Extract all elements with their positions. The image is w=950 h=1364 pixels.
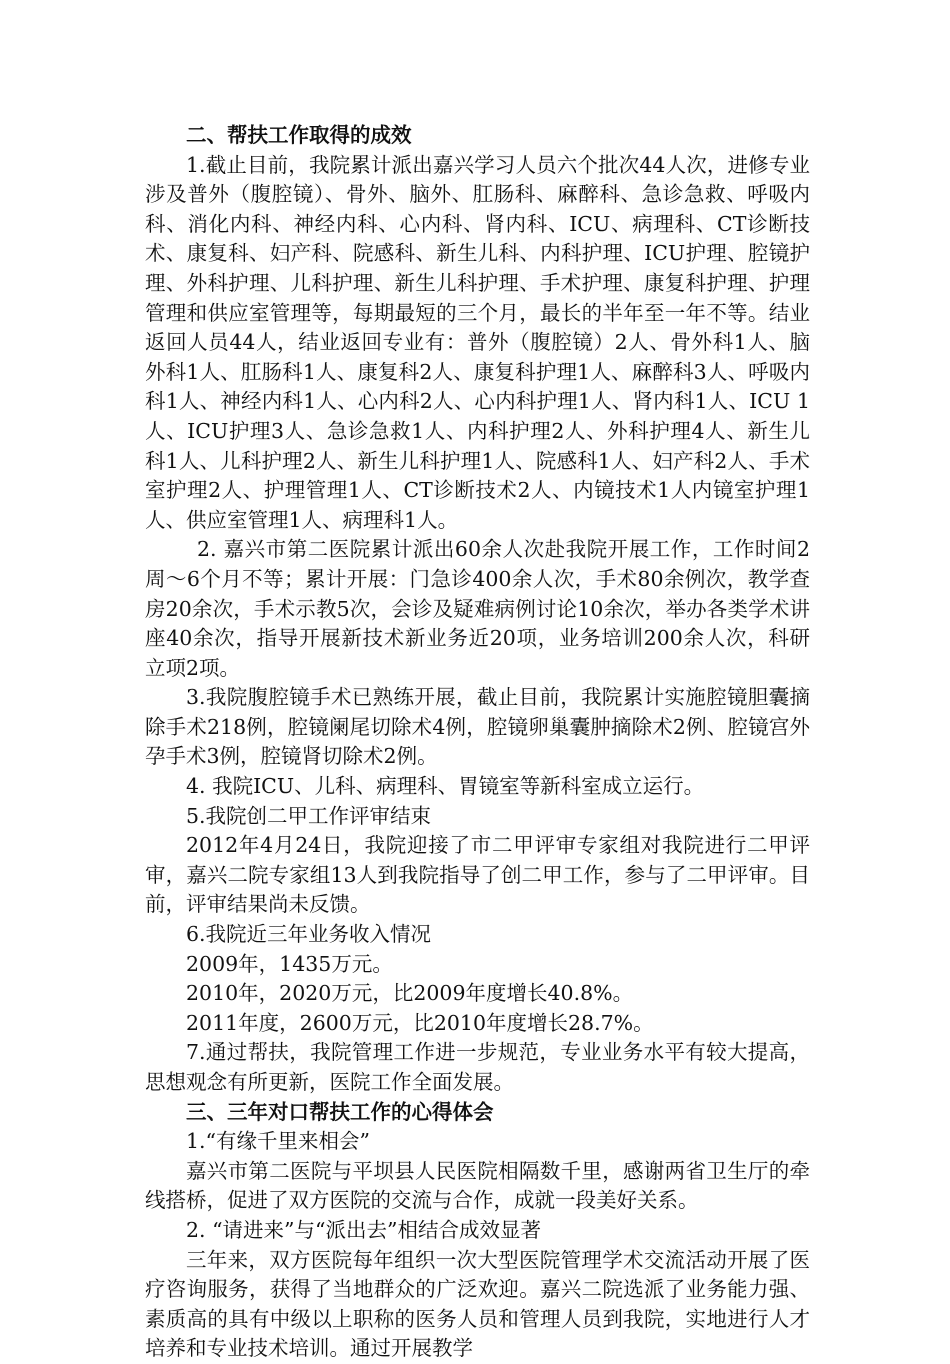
paragraph-income-2009: 2009年，1435万元。: [186, 951, 393, 976]
paragraph-sub-2-text: 三年来，双方医院每年组织一次大型医院管理学术交流活动开展了医疗咨询服务，获得了当地群众的广泛欢迎。嘉兴二院选派了业务能力强、素质高的具有中级以上职称的医务人员和管理人员到我院，实地进行人才培养和专业技术培训。通过开展教学: [145, 1247, 810, 1361]
paragraph-sub-1-text: 嘉兴市第二医院与平坝县人民医院相隔数千里，感谢两省卫生厅的牵线搭桥，促进了双方医院的交流与合作，成就一段美好关系。: [145, 1158, 810, 1213]
paragraph-item-1: 1.截止目前，我院累计派出嘉兴学习人员六个批次44人次，进修专业涉及普外（腹腔镜）、骨外、脑外、肛肠科、麻醉科、急诊急救、呼吸内科、消化内科、神经内科、心内科、肾内科、ICU、病理科、CT诊断技术、康复科、妇产科、院感科、新生儿科、内科护理、ICU护理、腔镜护理、外科护理、儿科护理、新生儿科护理、手术护理、康复科护理、护理管理和供应室管理等，每期最短的三个月，最长的半年至一年不等。结业返回人员44人，结业返回专业有：普外（腹腔镜）2人、骨外科1人、脑外科1人、肛肠科1人、康复科2人、康复科护理1人、麻醉科3人、呼吸内科1人、神经内科1人、心内科2人、心内科护理1人、肾内科1人、ICU 1人、ICU护理3人、急诊急救1人、内科护理2人、外科护理4人、新生儿科1人、儿科护理2人、新生儿科护理1人、院感科1人、妇产科2人、手术室护理2人、护理管理1人、CT诊断技术2人、内镜技术1人内镜室护理1人、供应室管理1人、病理科1人。: [145, 152, 810, 532]
paragraph-item-4: 4. 我院ICU、儿科、病理科、胃镜室等新科室成立运行。: [186, 774, 705, 799]
paragraph-item-7: 7.通过帮扶，我院管理工作进一步规范，专业业务水平有较大提高，思想观念有所更新，医院工作全面发展。: [145, 1040, 810, 1094]
paragraph-income-2010: 2010年，2020万元，比2009年度增长40.8%。: [186, 981, 634, 1006]
paragraph-income-2011: 2011年度，2600万元，比2010年度增长28.7%。: [186, 1010, 654, 1035]
paragraph-item-5: 5.我院创二甲工作评审结束: [186, 803, 432, 828]
section-heading-achievements: 二、帮扶工作取得的成效: [186, 123, 412, 147]
paragraph-item-6: 6.我院近三年业务收入情况: [186, 922, 432, 947]
section-heading-experience: 三、三年对口帮扶工作的心得体会: [186, 1099, 494, 1124]
document-page: [145, 121, 810, 1364]
paragraph-item-2: 2. 嘉兴市第二医院累计派出60余人次赴我院开展工作，工作时间2周～6个月不等；累计开展：门急诊400余人次，手术80余例次，教学查房20余次，手术示教5次，会诊及疑难病例讨论10余次，举办各类学术讲座40余次，指导开展新技术新业务近20项，业务培训200余人次，科研立项2项。: [145, 537, 810, 680]
paragraph-item-3: 3.我院腹腔镜手术已熟练开展，截止目前，我院累计实施腔镜胆囊摘除手术218例，腔镜阑尾切除术4例，腔镜卵巢囊肿摘除术2例、腔镜宫外孕手术3例，腔镜肾切除术2例。: [145, 685, 810, 769]
paragraph-sub-2: 2. “请进来”与“派出去”相结合成效显著: [186, 1217, 541, 1242]
paragraph-sub-1: 1.“有缘千里来相会”: [186, 1129, 371, 1154]
paragraph-item-5-text: 2012年4月24日，我院迎接了市二甲评审专家组对我院进行二甲评审，嘉兴二院专家组13人到我院指导了创二甲工作，参与了二甲评审。目前，评审结果尚未反馈。: [145, 833, 810, 917]
